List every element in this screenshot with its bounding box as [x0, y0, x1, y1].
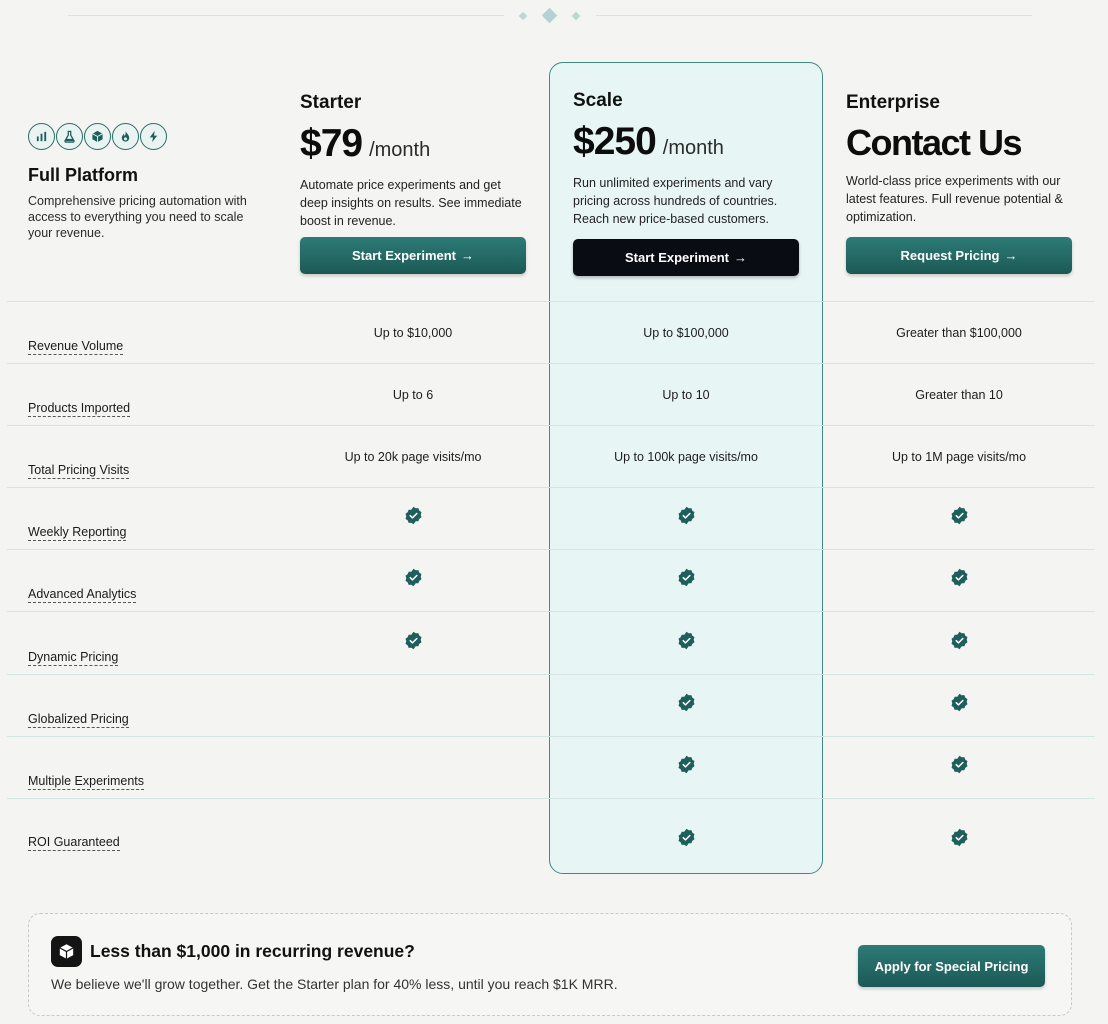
feature-value-starter: Up to 20k page visits/mo — [344, 450, 482, 464]
checkmark-badge-icon — [404, 568, 423, 587]
row-divider — [7, 611, 1095, 612]
feature-value-enterprise: Greater than $100,000 — [896, 326, 1022, 340]
row-divider — [7, 549, 1095, 550]
plan-name: Starter — [300, 92, 362, 113]
plan-scale — [573, 90, 799, 228]
plan-description: Run unlimited experiments and vary pricing across hundreds of countries. Reach new price-based customers. — [573, 176, 778, 226]
feature-value-starter: Up to 6 — [392, 388, 434, 402]
plan-starter — [300, 92, 526, 230]
checkmark-badge-icon — [677, 755, 696, 774]
top-divider-right — [596, 15, 1032, 16]
price-value: $250 — [573, 120, 656, 163]
button-label: Request Pricing — [900, 248, 1000, 263]
plan-price — [300, 122, 526, 166]
row-divider — [7, 363, 1095, 364]
feature-label[interactable]: Weekly Reporting — [28, 525, 127, 539]
checkmark-badge-icon — [950, 568, 969, 587]
cube-icon — [51, 936, 82, 967]
scale-start-experiment-button[interactable] — [573, 239, 799, 276]
row-divider — [7, 487, 1095, 488]
enterprise-request-pricing-button[interactable] — [846, 237, 1072, 274]
feature-label[interactable]: Multiple Experiments — [28, 774, 145, 788]
checkmark-badge-icon — [950, 755, 969, 774]
bolt-icon — [140, 123, 167, 150]
arrow-right-icon: → — [734, 250, 748, 265]
checkmark-badge-icon — [404, 506, 423, 525]
checkmark-badge-icon — [677, 631, 696, 650]
feature-label[interactable]: Globalized Pricing — [28, 712, 129, 726]
feature-label[interactable]: ROI Guaranteed — [28, 835, 120, 849]
plan-description: World-class price experiments with our latest features. Full revenue potential & optimization. — [846, 174, 1063, 224]
top-divider-left — [68, 15, 504, 16]
full-platform-icons — [28, 123, 167, 150]
row-divider — [7, 674, 1095, 675]
feature-value-enterprise: Up to 1M page visits/mo — [891, 450, 1027, 464]
flame-icon — [112, 123, 139, 150]
price-value: $79 — [300, 122, 363, 165]
checkmark-badge-icon — [404, 631, 423, 650]
callout-description: We believe we'll grow together. Get the Starter plan for 40% less, until you reach $1K MRR. — [51, 976, 618, 992]
checkmark-badge-icon — [677, 828, 696, 847]
checkmark-badge-icon — [677, 693, 696, 712]
row-divider — [7, 736, 1095, 737]
checkmark-badge-icon — [950, 631, 969, 650]
plan-name: Enterprise — [846, 92, 940, 113]
row-divider — [7, 798, 1095, 799]
full-platform-description: Comprehensive pricing automation with access to everything you need to scale your revenue. — [28, 194, 247, 240]
row-divider — [7, 425, 1095, 426]
feature-value-scale: Up to 10 — [662, 388, 710, 402]
feature-label[interactable]: Dynamic Pricing — [28, 649, 119, 664]
checkmark-badge-icon — [677, 506, 696, 525]
feature-value-scale: Up to $100,000 — [643, 326, 729, 340]
price-value: Contact Us — [846, 122, 1022, 163]
divider-diamond-icon — [519, 12, 527, 20]
starter-start-experiment-button[interactable] — [300, 237, 526, 274]
checkmark-badge-icon — [950, 828, 969, 847]
checkmark-badge-icon — [950, 693, 969, 712]
feature-label[interactable]: Revenue Volume — [28, 339, 124, 353]
feature-label[interactable]: Total Pricing Visits — [28, 463, 130, 477]
button-label: Start Experiment — [624, 250, 730, 265]
plan-enterprise — [846, 92, 1072, 226]
button-label: Start Experiment — [351, 248, 457, 263]
divider-diamond-icon — [542, 8, 558, 24]
feature-value-enterprise: Greater than 10 — [915, 388, 1003, 402]
flask-icon — [56, 123, 83, 150]
feature-value-scale: Up to 100k page visits/mo — [614, 450, 758, 464]
feature-label[interactable]: Advanced Analytics — [28, 587, 137, 601]
divider-diamond-icon — [572, 12, 580, 20]
full-platform-title: Full Platform — [28, 165, 139, 185]
price-period: /month — [662, 137, 724, 159]
special-pricing-callout — [28, 913, 1072, 1016]
feature-label[interactable]: Products Imported — [28, 401, 131, 415]
feature-value-starter: Up to $10,000 — [373, 326, 453, 340]
price-period: /month — [369, 139, 431, 161]
row-divider — [7, 301, 1095, 302]
cube-icon — [84, 123, 111, 150]
callout-title: Less than $1,000 in recurring revenue? — [90, 941, 415, 961]
plan-name: Scale — [573, 90, 623, 111]
apply-special-pricing-button[interactable]: Apply for Special Pricing — [858, 945, 1045, 987]
plan-price — [573, 120, 799, 164]
bar-chart-icon — [28, 123, 55, 150]
checkmark-badge-icon — [950, 506, 969, 525]
plan-description: Automate price experiments and get deep insights on results. See immediate boost in revenue. — [300, 178, 522, 228]
checkmark-badge-icon — [677, 568, 696, 587]
arrow-right-icon: → — [1004, 248, 1018, 263]
arrow-right-icon: → — [461, 248, 475, 263]
